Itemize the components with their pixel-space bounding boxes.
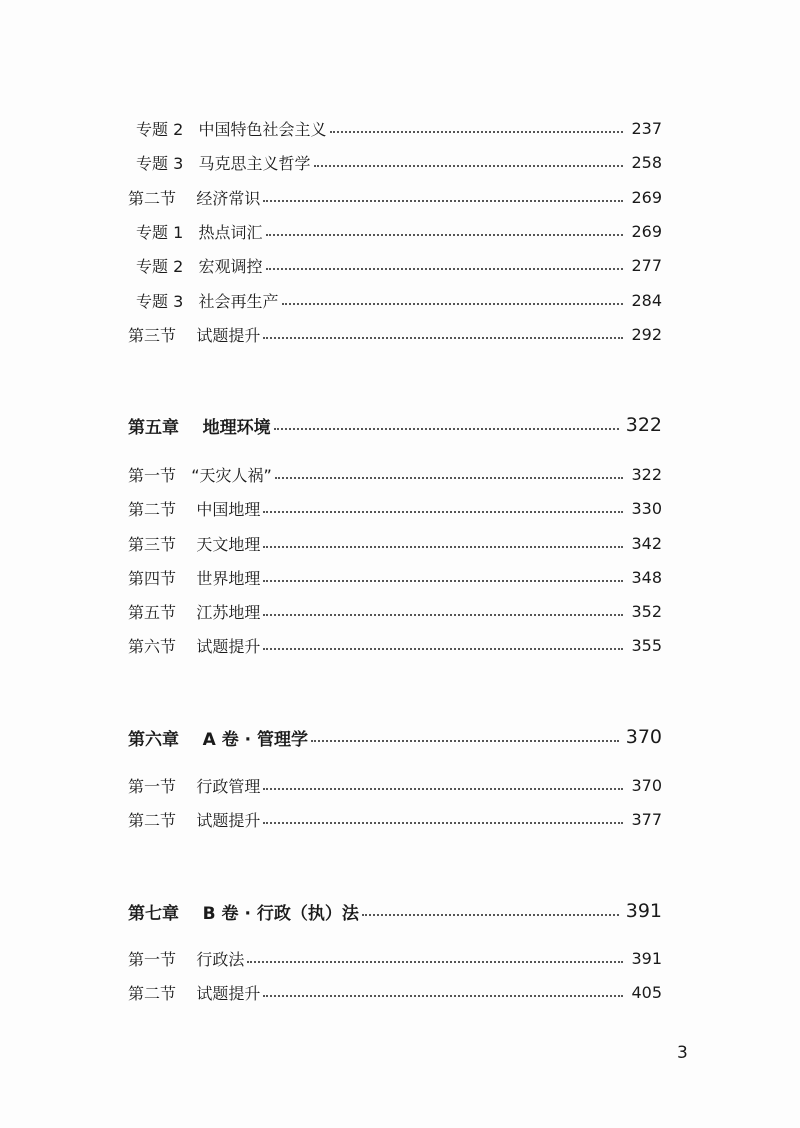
entry-title: 第七章 B 卷 · 行政（执）法 [128, 903, 359, 924]
entry-title: 第二节 经济常识 [128, 188, 261, 208]
entry-title: 专题 1 热点词汇 [136, 222, 263, 242]
toc-entry-section[interactable] [0, 459, 800, 489]
dot-leader [263, 200, 623, 202]
toc-entry-section[interactable] [0, 770, 800, 800]
entry-page: 355 [631, 635, 662, 655]
dot-leader [311, 740, 619, 742]
dot-leader [263, 648, 623, 650]
dot-leader [274, 428, 619, 430]
toc-entry-chapter[interactable] [0, 720, 800, 754]
toc-entry-section[interactable] [0, 804, 800, 834]
entry-title: 专题 2 中国特色社会主义 [136, 119, 327, 139]
entry-title: 第五章 地理环境 [128, 417, 271, 438]
entry-page: 405 [631, 982, 662, 1002]
toc-entry-chapter[interactable] [0, 894, 800, 928]
entry-page: 237 [631, 118, 662, 138]
entry-page: 370 [625, 726, 662, 748]
entry-title: 第三节 天文地理 [128, 534, 261, 554]
dot-leader [263, 822, 623, 824]
toc-entry-topic[interactable] [0, 113, 800, 143]
dot-leader [362, 914, 619, 916]
toc-entry-topic[interactable] [0, 147, 800, 177]
toc-entry-section[interactable] [0, 630, 800, 660]
dot-leader [314, 165, 623, 167]
entry-page: 377 [631, 809, 662, 829]
dot-leader [263, 614, 623, 616]
entry-page: 391 [631, 948, 662, 968]
dot-leader [263, 788, 623, 790]
dot-leader [247, 961, 623, 963]
dot-leader [282, 303, 623, 305]
dot-leader [266, 234, 623, 236]
entry-title: 第六章 A 卷 · 管理学 [128, 729, 309, 750]
toc-entry-section[interactable] [0, 528, 800, 558]
entry-title: 第三节 试题提升 [128, 325, 261, 345]
entry-page: 342 [631, 533, 662, 553]
dot-leader [263, 511, 623, 513]
dot-leader [263, 337, 623, 339]
entry-title: 第一节 行政管理 [128, 776, 261, 796]
entry-page: 352 [631, 601, 662, 621]
entry-title: 第六节 试题提升 [128, 636, 261, 656]
entry-page: 330 [631, 498, 662, 518]
entry-title: 专题 3 马克思主义哲学 [136, 153, 311, 173]
dot-leader [330, 131, 623, 133]
entry-page: 370 [631, 775, 662, 795]
dot-leader [263, 995, 623, 997]
dot-leader [263, 546, 623, 548]
toc-entry-section[interactable] [0, 182, 800, 212]
toc-entry-section[interactable] [0, 493, 800, 523]
entry-page: 258 [631, 152, 662, 172]
page-number: 3 [677, 1043, 688, 1063]
entry-page: 284 [631, 290, 662, 310]
entry-title: 第二节 试题提升 [128, 810, 261, 830]
entry-page: 391 [625, 900, 662, 922]
entry-page: 269 [631, 187, 662, 207]
entry-title: 第一节 行政法 [128, 949, 245, 969]
toc-entry-topic[interactable] [0, 216, 800, 246]
dot-leader [275, 477, 623, 479]
toc-entry-section[interactable] [0, 319, 800, 349]
toc-entry-topic[interactable] [0, 250, 800, 280]
entry-title: 第二节 中国地理 [128, 499, 261, 519]
toc-entry-section[interactable] [0, 943, 800, 973]
toc-entry-section[interactable] [0, 562, 800, 592]
entry-page: 277 [631, 255, 662, 275]
toc-entry-chapter[interactable] [0, 408, 800, 442]
entry-title: 第一节 “天灾人祸” [128, 465, 272, 485]
entry-page: 322 [625, 414, 662, 436]
entry-title: 专题 3 社会再生产 [136, 291, 279, 311]
entry-page: 292 [631, 324, 662, 344]
dot-leader [263, 580, 623, 582]
toc-entry-section[interactable] [0, 596, 800, 626]
entry-title: 第二节 试题提升 [128, 983, 261, 1003]
dot-leader [266, 268, 623, 270]
entry-page: 269 [631, 221, 662, 241]
entry-title: 第五节 江苏地理 [128, 602, 261, 622]
toc-entry-section[interactable] [0, 977, 800, 1007]
entry-page: 322 [631, 464, 662, 484]
toc-entry-topic[interactable] [0, 285, 800, 315]
entry-title: 专题 2 宏观调控 [136, 256, 263, 276]
entry-page: 348 [631, 567, 662, 587]
entry-title: 第四节 世界地理 [128, 568, 261, 588]
